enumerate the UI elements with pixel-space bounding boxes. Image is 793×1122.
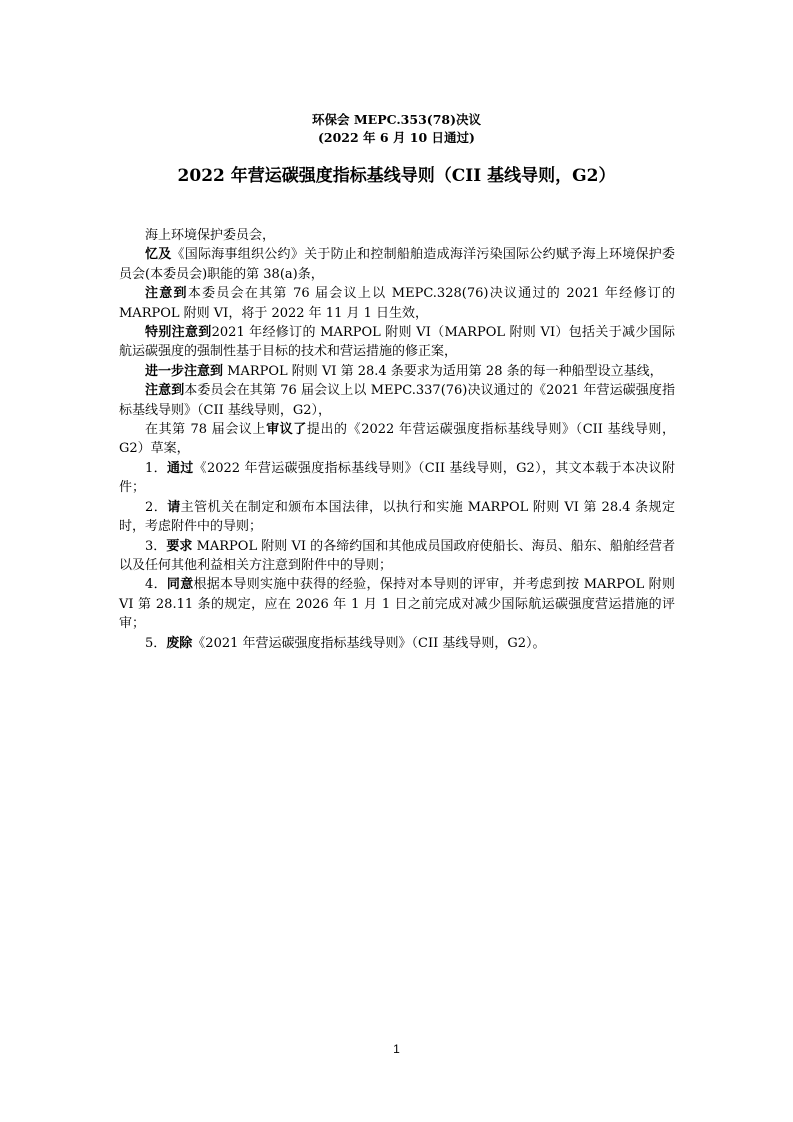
operative-paragraph (119, 459, 675, 498)
paragraph-text: MARPOL 附则 VI 的各缔约国和其他成员国政府使船长、海员、船东、船舶经营者以及任何其他利益相关方注意到附件中的导则； (119, 538, 675, 573)
operative-verb: 进一步注意到 (145, 363, 224, 379)
operative-verb: 要求 (166, 538, 193, 554)
preamble-paragraph (119, 323, 675, 362)
preamble-paragraph (119, 362, 675, 381)
operative-verb: 废除 (166, 635, 193, 651)
paragraph-text: 本委员会在其第 76 届会议上以 MEPC.328(76)决议通过的 2021 年经修订的 MARPOL 附则 VI，将于 2022 年 11 月 1 日生效， (119, 286, 675, 321)
operative-verb: 忆及 (145, 247, 172, 263)
preamble-paragraph (119, 284, 675, 323)
paragraph-text: 根据本导则实施中获得的经验，保持对本导则的评审，并考虑到按 MARPOL 附则 VI 第 28.11 条的规定，应在 2026 年 1 月 1 日之前完成对减少国际航运碳强度营运措施的评审； (119, 577, 675, 632)
paragraph-text: 2021 年经修订的 MARPOL 附则 VI（MARPOL 附则 VI）包括关于减少国际航运碳强度的强制性基于目标的技术和营运措施的修正案， (119, 325, 675, 360)
paragraph-text: 《国际海事组织公约》关于防止和控制船舶造成海洋污染国际公约赋予海上环境保护委员会(本委员会)职能的第 38(a)条， (119, 247, 675, 282)
operative-paragraph (119, 498, 675, 537)
paragraph-prefix: 在其第 78 届会议上 (145, 422, 267, 438)
paragraph-number: 4． (145, 577, 167, 593)
preamble-paragraph (119, 226, 675, 245)
operative-verb: 特别注意到 (145, 325, 212, 341)
resolution-number: 环保会 MEPC.353(78)决议 (311, 112, 481, 127)
paragraph-text: 提出的《2022 年营运碳强度指标基线导则》（CII 基线导则，G2）草案， (119, 422, 675, 457)
operative-verb: 注意到 (145, 286, 188, 302)
operative-verb: 通过 (166, 460, 194, 476)
preamble-paragraph (119, 420, 675, 459)
paragraph-number: 1． (145, 460, 167, 476)
operative-paragraph (119, 537, 675, 576)
paragraph-text: 《2022 年营运碳强度指标基线导则》（CII 基线导则，G2），其文本载于本决议附件； (119, 460, 675, 496)
resolution-body (119, 226, 675, 653)
adoption-date: (2022 年 6 月 10 日通过) (318, 130, 475, 145)
operative-verb: 注意到 (145, 383, 185, 399)
paragraph-number: 2． (145, 499, 168, 515)
paragraph-text: 海上环境保护委员会， (145, 228, 276, 243)
operative-verb: 审议了 (266, 422, 307, 438)
paragraph-text: MARPOL 附则 VI 第 28.4 条要求为适用第 28 条的每一种船型设立基线， (223, 363, 663, 379)
paragraph-text: 本委员会在其第 76 届会议上以 MEPC.337(76)决议通过的《2021 年营运碳强度指标基线导则》（CII 基线导则，G2）， (119, 383, 675, 418)
operative-paragraph (119, 575, 675, 633)
page-number: 1 (393, 1042, 400, 1056)
paragraph-text: 主管机关在制定和颁布本国法律，以执行和实施 MARPOL 附则 VI 第 28.4 条规定时，考虑附件中的导则； (119, 499, 675, 535)
paragraph-number: 3． (145, 538, 167, 554)
operative-verb: 同意 (166, 577, 194, 593)
paragraph-text: 《2021 年营运碳强度指标基线导则》（CII 基线导则，G2）。 (192, 635, 546, 651)
preamble-paragraph (119, 381, 675, 420)
operative-verb: 请 (167, 499, 181, 515)
paragraph-number: 5． (145, 635, 167, 651)
operative-paragraph (119, 634, 675, 653)
document-title: 2022 年营运碳强度指标基线导则（CII 基线导则，G2） (177, 166, 616, 186)
preamble-paragraph (119, 245, 675, 284)
